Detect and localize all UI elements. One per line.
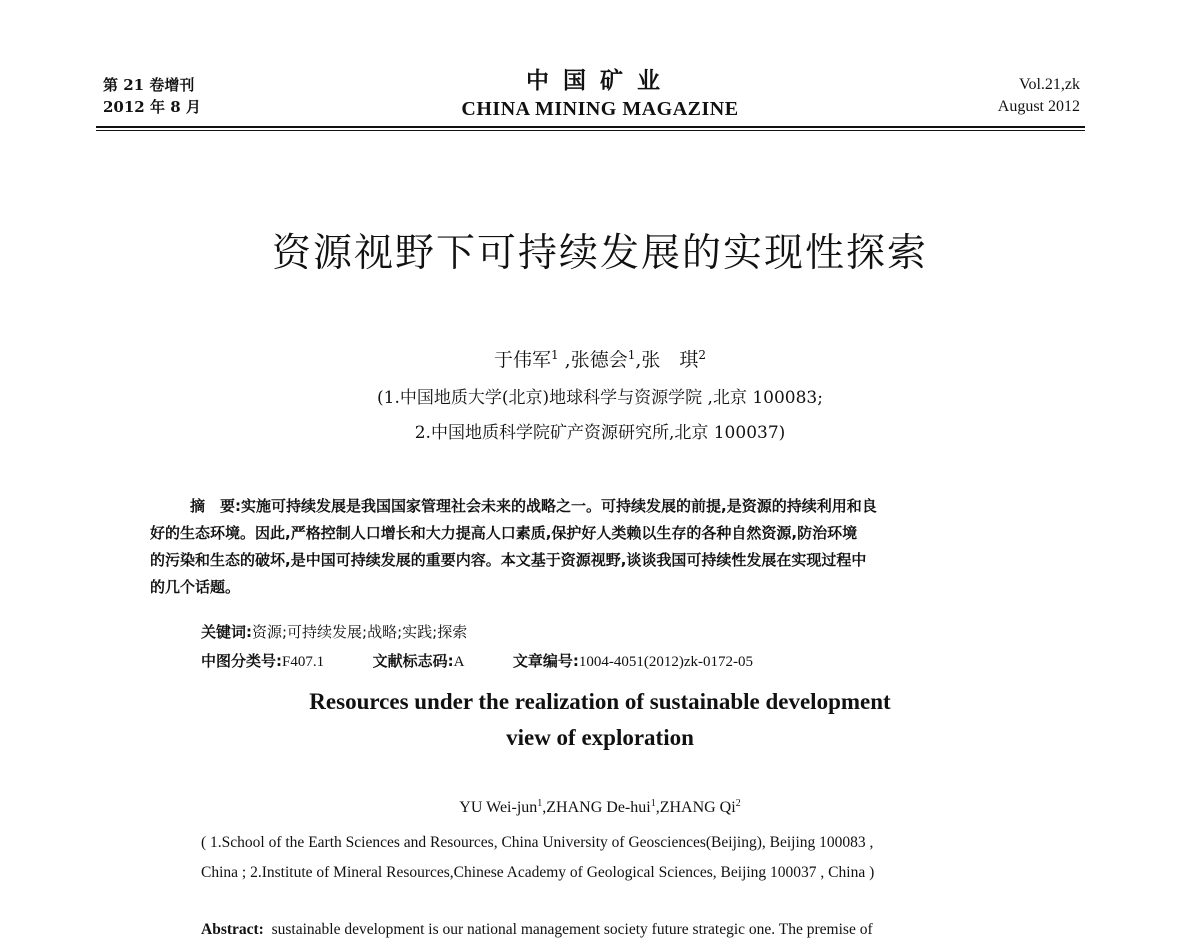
abstract-label: 摘 要: bbox=[190, 497, 241, 515]
affiliation-en-line-2: China ; 2.Institute of Mineral Resources,Chinese Academy of Geological Sciences, Beijing 100037 , China ) bbox=[201, 864, 875, 881]
author-name-en: ZHANG De-hui bbox=[546, 799, 651, 816]
abstract-line: 好的生态环境。因此,严格控制人口增长和大力提高人口素质,保护好人类赖以生存的各种自然资源,防治环境 bbox=[150, 524, 858, 542]
author-name: 张德会 bbox=[570, 349, 628, 371]
abstract-en-text: sustainable development is our national management society future strategic one. The premise of bbox=[271, 921, 873, 938]
author-affiliation-mark: 1 bbox=[650, 798, 656, 809]
article-number-label: 文章编号: bbox=[512, 652, 579, 670]
title-line-1: Resources under the realization of sustainable development bbox=[309, 689, 891, 714]
author-name: 于伟军 bbox=[493, 349, 551, 371]
abstract-en-label: Abstract: bbox=[201, 921, 264, 938]
abstract-line: 的污染和生态的破坏,是中国可持续发展的重要内容。本文基于资源视野,谈谈我国可持续性发展在实现过程中 bbox=[150, 551, 867, 569]
author-name-en: YU Wei-jun bbox=[459, 799, 538, 816]
affiliation-line-1: (1.中国地质大学(北京)地球科学与资源学院 ,北京 100083; bbox=[377, 388, 823, 408]
abstract-en bbox=[201, 921, 873, 939]
classification-info bbox=[201, 650, 753, 671]
abstract-cn bbox=[150, 493, 1035, 601]
article-number-value: 1004-4051(2012)zk-0172-05 bbox=[578, 654, 754, 670]
issue-date-en: August 2012 bbox=[997, 98, 1080, 115]
doc-code-label: 文献标志码: bbox=[372, 652, 454, 670]
author-name-en: ZHANG Qi bbox=[659, 799, 736, 816]
abstract-line: 摘 要:实施可持续发展是我国国家管理社会未来的战略之一。可持续发展的前提,是资源的持续利用和良 bbox=[190, 497, 877, 515]
abstract-line: 的几个话题。 bbox=[150, 578, 241, 596]
author-affiliation-mark: 2 bbox=[735, 798, 741, 809]
keywords-text: 资源;可持续发展;战略;实践;探索 bbox=[252, 623, 468, 641]
keywords-cn bbox=[201, 621, 467, 642]
journal-name-en: CHINA MINING MAGAZINE bbox=[461, 98, 739, 120]
doc-code-value: A bbox=[453, 654, 465, 670]
journal-name-cn: 中国矿业 bbox=[526, 68, 674, 94]
volume-label: 第 21 卷增刊 bbox=[103, 76, 195, 94]
author-affiliation-mark: 2 bbox=[698, 348, 707, 362]
paper-title-cn: 资源视野下可持续发展的实现性探索 bbox=[271, 231, 928, 276]
author-affiliation-mark: 1 bbox=[537, 798, 543, 809]
affiliation-en-line-1: ( 1.School of the Earth Sciences and Resources, China University of Geosciences(Beijing), Beijing 100083 , bbox=[201, 834, 874, 851]
header-rule-thick bbox=[96, 126, 1085, 128]
author-name: 张 琪 bbox=[641, 349, 699, 371]
affiliation-line-2: 2.中国地质科学院矿产资源研究所,北京 100037) bbox=[414, 423, 786, 443]
author-affiliation-mark: 1 bbox=[550, 348, 559, 362]
journal-issue-info-en bbox=[998, 74, 1080, 118]
clc-label: 中图分类号: bbox=[201, 652, 282, 670]
author-affiliation-mark: 1 bbox=[627, 348, 636, 362]
paper-title-en bbox=[0, 684, 1200, 756]
title-line-2: view of exploration bbox=[506, 725, 694, 750]
author-list-en: YU Wei-jun$^1$,ZHANG De-hui$^1$,ZHANG Qi$^2$ bbox=[459, 798, 741, 816]
volume-label-en: Vol.21,zk bbox=[1018, 76, 1080, 93]
clc-value: F407.1 bbox=[282, 654, 325, 670]
keywords-label: 关键词: bbox=[201, 623, 252, 641]
header-rule-thin bbox=[96, 130, 1085, 131]
issue-date: 2012 年 8 月 bbox=[103, 98, 201, 116]
author-list-cn: 于伟军$^1$ ,张德会$^1$,张 琪$^2$ bbox=[493, 348, 707, 371]
affiliation-en bbox=[201, 828, 874, 888]
